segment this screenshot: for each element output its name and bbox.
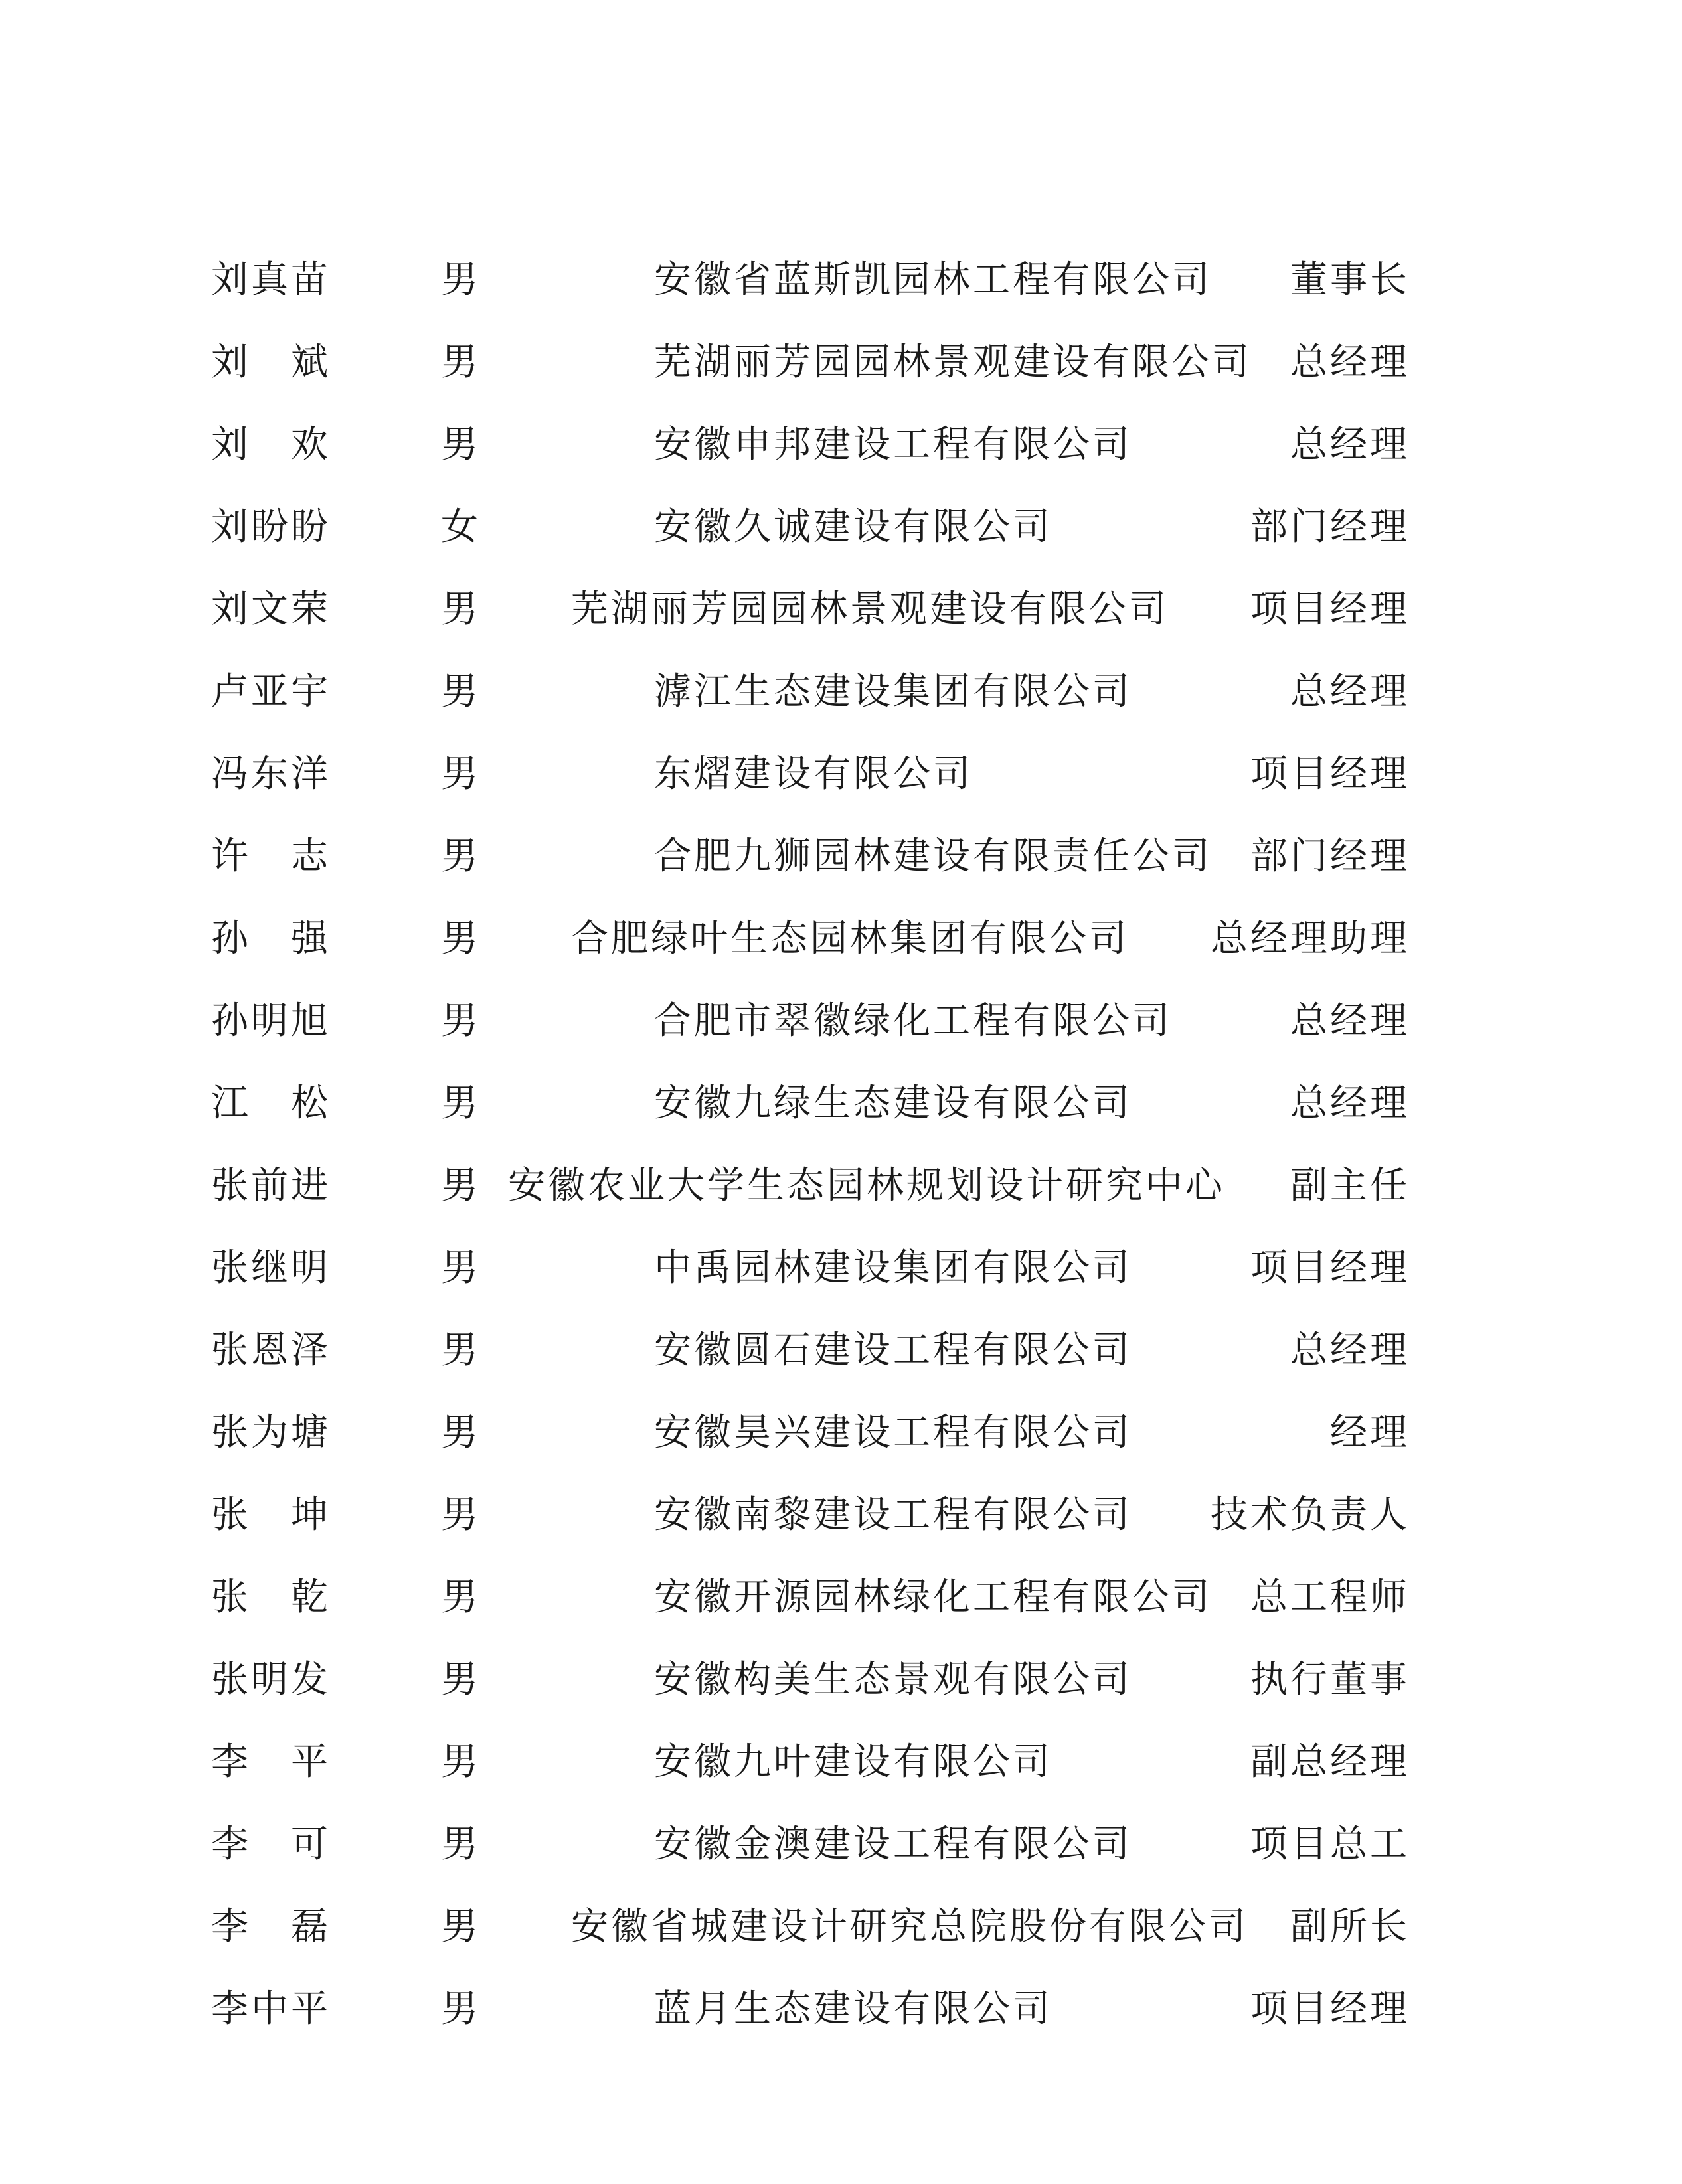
person-name: 李 磊 — [211, 1905, 331, 1948]
person-organization: 滹江生态建设集团有限公司 — [654, 670, 1132, 713]
person-position: 项目总工 — [1250, 1823, 1410, 1866]
person-gender: 男 — [441, 1493, 481, 1537]
roster-row — [0, 1804, 1682, 1886]
person-organization: 中禹园林建设集团有限公司 — [654, 1246, 1132, 1290]
person-gender: 男 — [441, 1905, 481, 1948]
person-name: 卢亚宇 — [211, 670, 331, 713]
roster-row — [0, 1556, 1682, 1639]
roster-row — [0, 1062, 1682, 1145]
person-organization: 合肥市翠徽绿化工程有限公司 — [654, 999, 1172, 1043]
person-gender: 男 — [441, 835, 481, 878]
roster-row — [0, 1886, 1682, 1968]
person-organization: 合肥九狮园林建设有限责任公司 — [654, 835, 1212, 878]
person-name: 刘文荣 — [211, 588, 331, 631]
person-position: 总经理 — [1290, 670, 1410, 713]
roster-row — [0, 1227, 1682, 1309]
person-position: 执行董事 — [1250, 1658, 1410, 1701]
person-organization: 安徽久诚建设有限公司 — [654, 505, 1052, 548]
roster-row — [0, 404, 1682, 486]
person-gender: 男 — [441, 1329, 481, 1372]
roster-row — [0, 1474, 1682, 1556]
person-gender: 男 — [441, 258, 481, 301]
person-name: 冯东洋 — [211, 752, 331, 796]
person-gender: 男 — [441, 423, 481, 466]
roster-row — [0, 568, 1682, 651]
roster-row — [0, 1145, 1682, 1227]
roster-row — [0, 815, 1682, 898]
person-gender: 男 — [441, 1740, 481, 1784]
person-position: 部门经理 — [1250, 835, 1410, 878]
person-gender: 男 — [441, 1658, 481, 1701]
person-organization: 安徽昊兴建设工程有限公司 — [654, 1411, 1132, 1454]
person-organization: 安徽省蓝斯凯园林工程有限公司 — [654, 258, 1212, 301]
person-organization: 蓝月生态建设有限公司 — [654, 1987, 1052, 2031]
roster-row — [0, 980, 1682, 1062]
person-organization: 东熠建设有限公司 — [654, 752, 973, 796]
person-name: 张明发 — [211, 1658, 331, 1701]
person-gender: 男 — [441, 341, 481, 384]
person-name: 张为塘 — [211, 1411, 331, 1454]
person-position: 总工程师 — [1250, 1576, 1410, 1619]
roster-row — [0, 1309, 1682, 1392]
person-position: 项目经理 — [1250, 1987, 1410, 2031]
person-name: 李 可 — [211, 1823, 331, 1866]
person-name: 许 志 — [211, 835, 331, 878]
person-position: 项目经理 — [1250, 752, 1410, 796]
person-position: 技术负责人 — [1211, 1493, 1410, 1537]
person-organization: 安徽构美生态景观有限公司 — [654, 1658, 1132, 1701]
person-name: 张恩泽 — [211, 1329, 331, 1372]
roster-row — [0, 486, 1682, 568]
person-gender: 女 — [441, 505, 481, 548]
person-gender: 男 — [441, 999, 481, 1043]
person-position: 部门经理 — [1250, 505, 1410, 548]
person-position: 项目经理 — [1250, 1246, 1410, 1290]
roster-row — [0, 1721, 1682, 1804]
person-name: 刘真苗 — [211, 258, 331, 301]
person-organization: 安徽省城建设计研究总院股份有限公司 — [571, 1905, 1248, 1948]
person-gender: 男 — [441, 1246, 481, 1290]
roster-row — [0, 651, 1682, 733]
member-roster — [0, 239, 1682, 2051]
person-position: 总经理 — [1290, 999, 1410, 1043]
person-name: 张继明 — [211, 1246, 331, 1290]
person-gender: 男 — [441, 1576, 481, 1619]
person-organization: 安徽南黎建设工程有限公司 — [654, 1493, 1132, 1537]
person-organization: 安徽九绿生态建设有限公司 — [654, 1082, 1132, 1125]
person-organization: 安徽金澳建设工程有限公司 — [654, 1823, 1132, 1866]
person-gender: 男 — [441, 1823, 481, 1866]
person-position: 副所长 — [1290, 1905, 1410, 1948]
person-name: 孙 强 — [211, 917, 331, 960]
person-organization: 芜湖丽芳园园林景观建设有限公司 — [654, 341, 1252, 384]
roster-row — [0, 1968, 1682, 2051]
person-gender: 男 — [441, 588, 481, 631]
roster-row — [0, 733, 1682, 815]
person-organization: 安徽农业大学生态园林规划设计研究中心 — [508, 1164, 1225, 1207]
person-organization: 安徽圆石建设工程有限公司 — [654, 1329, 1132, 1372]
person-name: 李中平 — [211, 1987, 331, 2031]
person-position: 副总经理 — [1250, 1740, 1410, 1784]
person-name: 李 平 — [211, 1740, 331, 1784]
person-name: 刘盼盼 — [211, 505, 331, 548]
person-gender: 男 — [441, 1987, 481, 2031]
person-position: 董事长 — [1290, 258, 1410, 301]
roster-row — [0, 1392, 1682, 1474]
person-organization: 安徽开源园林绿化工程有限公司 — [654, 1576, 1212, 1619]
person-name: 张 乾 — [211, 1576, 331, 1619]
person-name: 孙明旭 — [211, 999, 331, 1043]
person-organization: 安徽九叶建设有限公司 — [654, 1740, 1052, 1784]
person-position: 项目经理 — [1250, 588, 1410, 631]
person-position: 总经理 — [1290, 1082, 1410, 1125]
person-gender: 男 — [441, 917, 481, 960]
person-gender: 男 — [441, 1411, 481, 1454]
person-position: 总经理 — [1290, 423, 1410, 466]
person-position: 总经理 — [1290, 1329, 1410, 1372]
person-name: 江 松 — [211, 1082, 331, 1125]
roster-row — [0, 321, 1682, 404]
roster-row — [0, 898, 1682, 980]
person-organization: 安徽申邦建设工程有限公司 — [654, 423, 1132, 466]
person-organization: 芜湖丽芳园园林景观建设有限公司 — [571, 588, 1169, 631]
person-gender: 男 — [441, 1082, 481, 1125]
person-position: 总经理助理 — [1211, 917, 1410, 960]
person-name: 张 坤 — [211, 1493, 331, 1537]
roster-row — [0, 1639, 1682, 1721]
person-position: 经理 — [1330, 1411, 1410, 1454]
person-gender: 男 — [441, 1164, 481, 1207]
person-position: 总经理 — [1290, 341, 1410, 384]
person-gender: 男 — [441, 752, 481, 796]
person-name: 张前进 — [211, 1164, 331, 1207]
person-gender: 男 — [441, 670, 481, 713]
person-name: 刘 欢 — [211, 423, 331, 466]
person-organization: 合肥绿叶生态园林集团有限公司 — [571, 917, 1129, 960]
person-position: 副主任 — [1290, 1164, 1410, 1207]
person-name: 刘 斌 — [211, 341, 331, 384]
roster-row — [0, 239, 1682, 321]
